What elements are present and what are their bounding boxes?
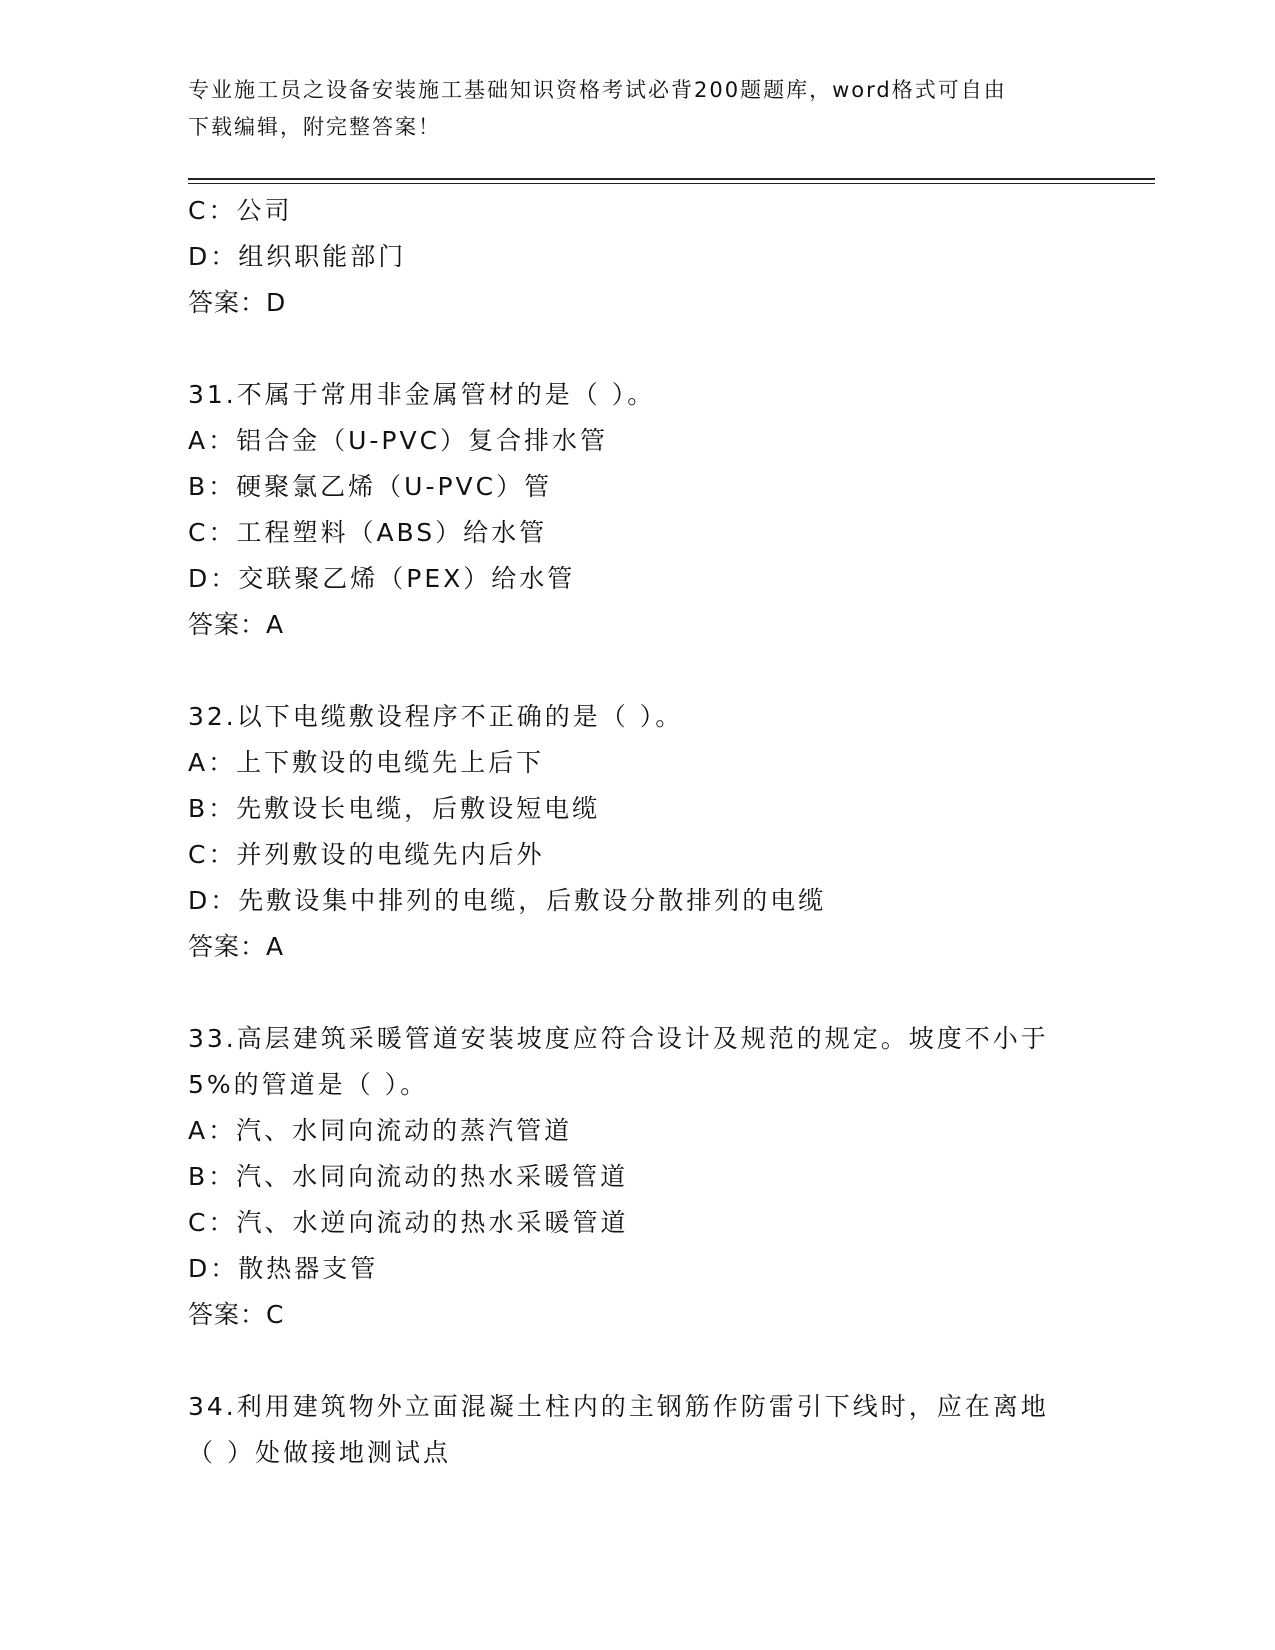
option-b: B：硬聚氯乙烯（U-PVC）管 — [188, 472, 553, 501]
question-stem: 33.高层建筑采暖管道安装坡度应符合设计及规范的规定。坡度不小于 — [188, 1024, 1049, 1053]
option-d: D：先敷设集中排列的电缆，后敷设分散排列的电缆 — [188, 886, 827, 915]
question-stem-continued: 5%的管道是（ ）。 — [188, 1070, 429, 1099]
option-c: C：公司 — [188, 196, 293, 225]
question-stem-continued: （ ）处做接地测试点 — [188, 1438, 451, 1467]
question-stem: 34.利用建筑物外立面混凝土柱内的主钢筋作防雷引下线时，应在离地 — [188, 1392, 1049, 1421]
answer-line: 答案：A — [188, 932, 285, 961]
option-c: C：并列敷设的电缆先内后外 — [188, 840, 545, 869]
answer-line: 答案：C — [188, 1300, 285, 1329]
option-d: D：交联聚乙烯（PEX）给水管 — [188, 564, 576, 593]
option-d: D：组织职能部门 — [188, 242, 407, 271]
question-31 — [188, 372, 1088, 648]
answer-line: 答案：A — [188, 610, 285, 639]
option-d: D：散热器支管 — [188, 1254, 379, 1283]
question-stem: 31.不属于常用非金属管材的是（ ）。 — [188, 380, 656, 409]
document-header — [188, 72, 1068, 146]
question-stem: 32.以下电缆敷设程序不正确的是（ ）。 — [188, 702, 684, 731]
header-line: 专业施工员之设备安装施工基础知识资格考试必背200题题库，word格式可自由 — [188, 78, 1007, 102]
previous-question-tail — [188, 188, 1088, 326]
question-list — [188, 188, 1088, 1476]
option-a: A：汽、水同向流动的蒸汽管道 — [188, 1116, 573, 1145]
option-a: A：铝合金（U-PVC）复合排水管 — [188, 426, 609, 455]
option-b: B：汽、水同向流动的热水采暖管道 — [188, 1162, 629, 1191]
question-32 — [188, 694, 1088, 970]
question-33 — [188, 1016, 1088, 1338]
header-divider — [188, 178, 1155, 180]
option-c: C：汽、水逆向流动的热水采暖管道 — [188, 1208, 629, 1237]
question-34 — [188, 1384, 1088, 1476]
header-line: 下载编辑，附完整答案！ — [188, 115, 441, 139]
option-c: C：工程塑料（ABS）给水管 — [188, 518, 548, 547]
option-a: A：上下敷设的电缆先上后下 — [188, 748, 545, 777]
header-divider — [188, 183, 1155, 184]
option-b: B：先敷设长电缆，后敷设短电缆 — [188, 794, 601, 823]
answer-line: 答案：D — [188, 288, 287, 317]
